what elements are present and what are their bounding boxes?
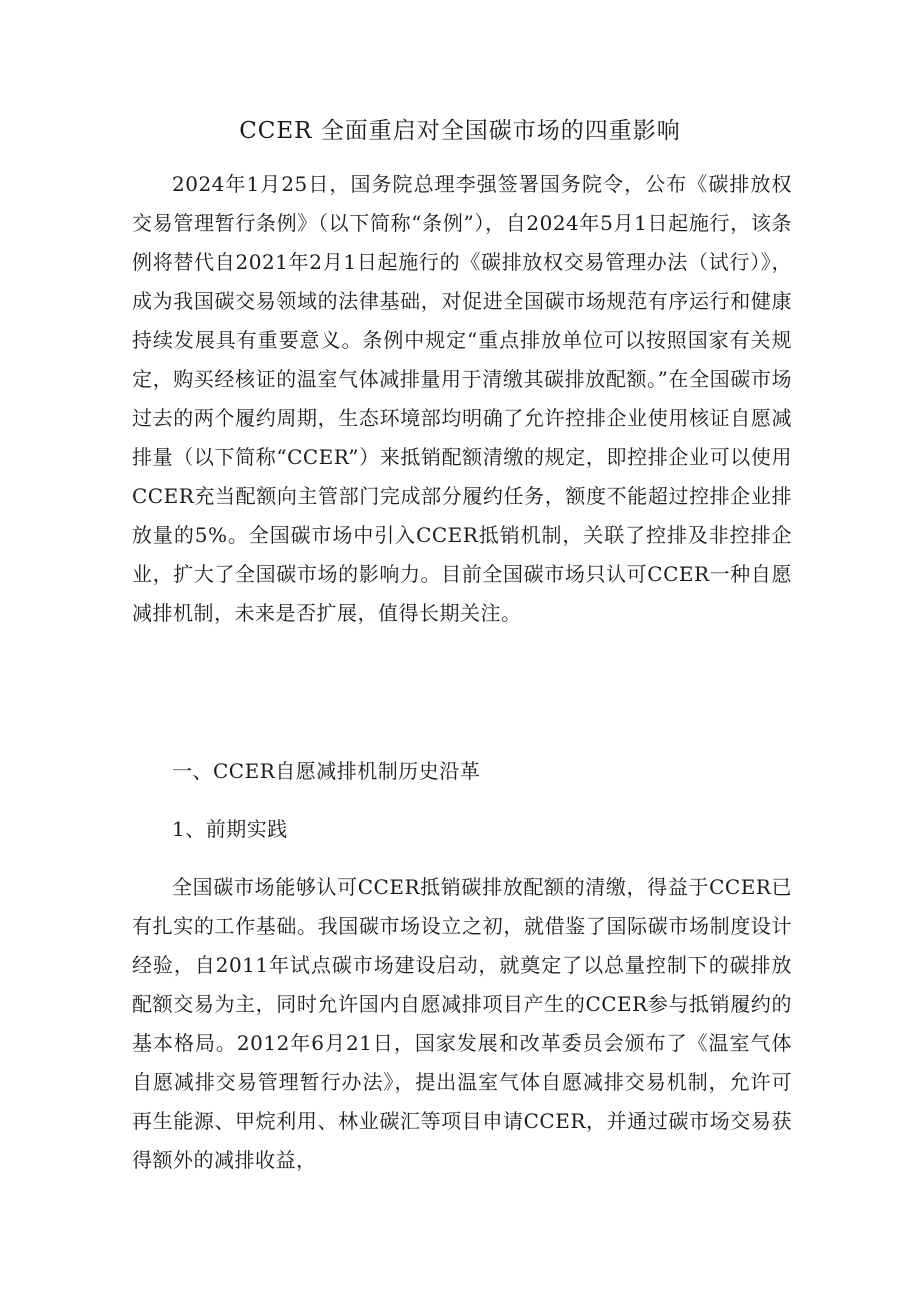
section-paragraph: 全国碳市场能够认可CCER抵销碳排放配额的清缴，得益于CCER已有扎实的工作基础。我国碳市场设立之初，就借鉴了国际碳市场制度设计经验，自2011年试点碳市场建设启动，就奠定了以总量控制下的碳排放配额交易为主，同时允许国内自愿减排项目产生的CCER参与抵销履约的基本格局。2012年6月21日，国家发展和改革委员会颁布了《温室气体自愿减排交易管理暂行办法》，提出温室气体自愿减排交易机制，允许可再生能源、甲烷利用、林业碳汇等项目申请CCER，并通过碳市场交易获得额外的减排收益，: [132, 875, 792, 1172]
intro-paragraph: 2024年1月25日，国务院总理李强签署国务院令，公布《碳排放权交易管理暂行条例》（以下简称“条例”），自2024年5月1日起施行，该条例将替代自2021年2月1日起施行的《碳排放权交易管理办法（试行）》，成为我国碳交易领域的法律基础，对促进全国碳市场规范有序运行和健康持续发展具有重要意义。条例中规定“重点排放单位可以按照国家有关规定，购买经核证的温室气体减排量用于清缴其碳排放配额。”在全国碳市场过去的两个履约周期，生态环境部均明确了允许控排企业使用核证自愿减排量（以下简称“CCER”）来抵销配额清缴的规定，即控排企业可以使用CCER充当配额向主管部门完成部分履约任务，额度不能超过控排企业排放量的5%。全国碳市场中引入CCER抵销机制，关联了控排及非控排企业，扩大了全国碳市场的影响力。目前全国碳市场只认可CCER一种自愿减排机制，未来是否扩展，值得长期关注。: [132, 172, 792, 625]
document-title: CCER 全面重启对全国碳市场的四重影响: [239, 118, 681, 144]
subsection-heading: 1、前期实践: [172, 817, 288, 841]
section-heading: 一、CCER自愿减排机制历史沿革: [172, 759, 481, 783]
